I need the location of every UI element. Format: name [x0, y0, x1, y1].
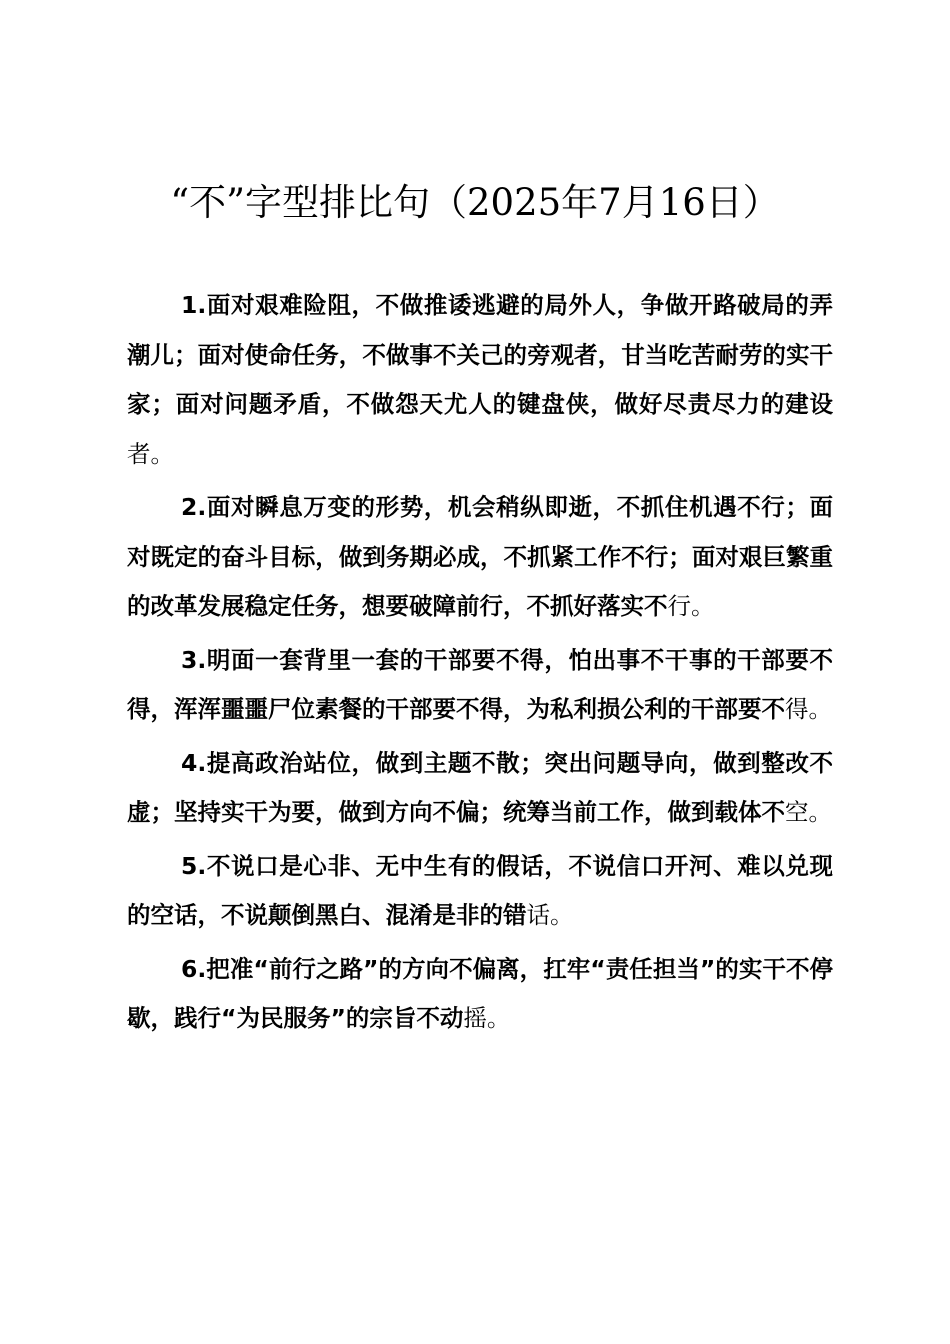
paragraph-4	[127, 739, 833, 838]
paragraph-text: 4.提高政治站位，做到主题不散；突出问题导向，做到整改不虚；坚持实干为要，做到方向不偏；统筹当前工作，做到载体不	[127, 748, 833, 826]
paragraph-ending: 行。	[667, 592, 715, 620]
paragraph-6	[127, 945, 833, 1044]
paragraph-5	[127, 842, 833, 941]
paragraph-text: 6.把准“前行之路”的方向不偏离，扛牢“责任担当”的实干不停歇，践行“为民服务”的宗旨不动	[127, 954, 833, 1032]
paragraph-1	[127, 281, 833, 479]
paragraph-ending: 空。	[785, 798, 832, 826]
paragraph-text: 3.明面一套背里一套的干部要不得，怕出事不干事的干部要不得，浑浑噩噩尸位素餐的干部要不得，为私利损公利的干部要不	[127, 645, 833, 723]
paragraph-ending: 得。	[785, 695, 832, 723]
paragraph-text: 2.面对瞬息万变的形势，机会稍纵即逝，不抓住机遇不行；面对既定的奋斗目标，做到务期必成，不抓紧工作不行；面对艰巨繁重的改革发展稳定任务，想要破障前行，不抓好落实不	[127, 493, 833, 620]
document-body	[127, 281, 833, 1048]
paragraph-2	[127, 483, 833, 632]
paragraph-3	[127, 636, 833, 735]
paragraph-text: 1.面对艰难险阻，不做推诿逃避的局外人，争做开路破局的弄潮儿；面对使命任务，不做事不关己的旁观者，甘当吃苦耐劳的实干家；面对问题矛盾，不做怨天尤人的键盘侠，做好尽责尽力的建设	[127, 291, 833, 418]
paragraph-ending: 者。	[127, 439, 174, 468]
paragraph-text: 5.不说口是心非、无中生有的假话，不说信口开河、难以兑现的空话，不说颠倒黑白、混淆是非的错	[127, 851, 833, 929]
document-title: “不”字型排比句（2025年7月16日）	[170, 181, 780, 224]
paragraph-ending: 摇。	[463, 1004, 511, 1032]
paragraph-ending: 话。	[526, 901, 574, 929]
